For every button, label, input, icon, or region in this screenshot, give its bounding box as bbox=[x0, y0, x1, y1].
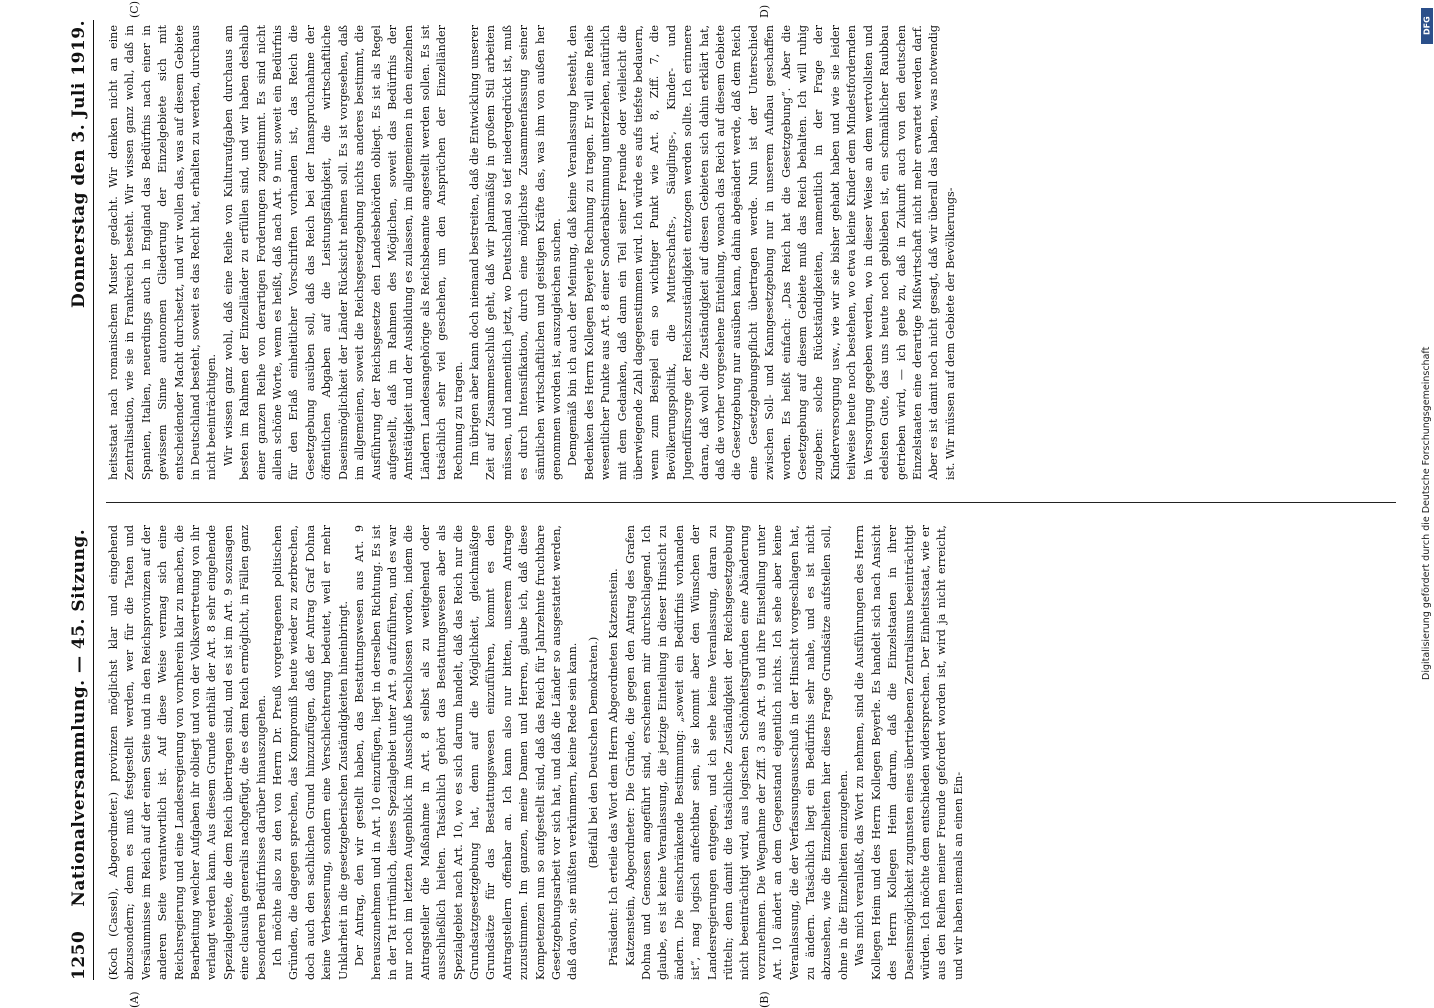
paragraph: Der Antrag, den wir gestellt haben, das Bestattungswesen aus Art. 9 herauszunehmen und in Art. 10 einzufügen, liegt in derselben Richtung. Es ist in der Tat irrtümlich, dieses Spezialgebiet unter Art. 9 aufzuführen, und es war nur noch im letzten Augenblick im Ausschuß beschlossen worden, indem die Antragsteller die Maßnahme in Art. 8 selbst als zu weitgehend oder ausschließlich hielten. Tatsächlich gehört das Bestattungswesen aber als Spezialgebiet nach Art. 10, wo es sich darum handelt, daß das Reich nur die Grundsatzgesetzgebung hat, denn auf die Möglichkeit, gleichmäßige Grundsätze für das Bestattungswesen einzuführen, kommt es den Antragstellern offenbar an. Ich kann also nur bitten, unserem Antrage zuzustimmen. Im ganzen, meine Damen und Herren, glaube ich, daß diese Kompetenzen nun so aufgestellt sind, daß das Reich für Jahrzehnte fruchtbare Gesetzgebungsarbeit vor sich hat, und daß die Länder so ausgestattet werden, daß davon, sie müßten verkümmern, keine Rede sein kann. bbox=[353, 525, 580, 980]
margin-mark-a: (A) bbox=[128, 991, 141, 1008]
paragraph: (Koch (Cassel), Abgeordneter.) provinzen möglichst klar und eingehend abzusondern; denn es muß festgestellt werden, wer für die Taten und Versäumnisse im Reich auf der einen Seite und in den Reichsprovinzen auf der anderen Seite verantwortlich ist. Auf diese Weise vermag sich eine Reichsregierung und eine Landesregierung von vornherein klar zu machen, die Bearbeitung welcher Aufgaben ihr obliegt und von der Volksvertretung von ihr verlangt werden kann. Aus diesem Grunde enthält der Art. 8 sehr eingehende Spezialgebiete, die dem Reich übertragen sind, und es ist im Art. 9 sozusagen eine clausula generalis nachgefügt, die es dem Reich ermöglicht, in Fällen ganz besonderen Bedürfnisses darüber hinauszugehen. bbox=[107, 525, 268, 980]
document-page bbox=[58, 1, 1398, 1008]
paragraph: Präsident: Ich erteile das Wort dem Herrn Abgeordneten Katzenstein. bbox=[607, 568, 621, 966]
paragraph: Was mich veranlaßt, das Wort zu nehmen, sind die Ausführungen des Herrn Kollegen Heim und des Herrn Kollegen Beyerle. Es handelt sich nach Ansicht des Herrn Kollegen Heim darum, daß die Einzelstaaten in ihrer Daseinsmöglichkeit zugunsten eines übertriebenen Zentralismus beeinträchtigt würden. Ich möchte dem entschieden widersprechen. Der Einheitsstaat, wie er aus den Reihen meiner Freunde gefordert worden ist, wird ja nicht erreicht, und wir haben niemals an einen Ein- bbox=[853, 525, 965, 980]
paragraph: Demgemäß bin ich auch der Meinung, daß keine Veranlassung besteht, den Bedenken des Herrn Kollegen Beyerle Rechnung zu tragen. Er will eine Reihe wesentlicher Punkte aus Art. 8 einer Sonderabstimmung unterziehen, natürlich mit dem Gedanken, daß dann ein Teil seiner Freunde oder vielleicht die überwiegende Zahl dagegenstimmen wird. Ich würde es aufs tiefste bedauern, wenn zum Beispiel ein so wichtiger Punkt wie Art. 8, Ziff. 7, die Bevölkerungspolitik, die Mutterschafts-, Säuglings-, Kinder- und Jugendfürsorge der Reichszuständigkeit entzogen werden sollte. Ich erinnere daran, daß wohl die Zuständigkeit auf diesen Gebieten sich dahin erklärt hat, daß die vorher vorgesehene Einteilung, wonach das Reich auf diesem Gebiete die Gesetzgebung nur ausüben kann, dahin abgeändert werde, daß dem Reich eine Gesetzgebungspflicht übertragen werde. Nun ist der Unterschied zwischen Soll- und Kanngesetzgebung nur in unserem Aufbau geschaffen worden. Es heißt einfach: „Das Reich hat die Gesetzgebung“. Aber die Gesetzgebung auf diesem Gebiete muß das Reich behalten. Ich will ruhig zugeben: solche Rückständigkeiten, namentlich in der Frage der Kinderversorgung usw., wie wir sie bisher gehabt haben und wie sie leider teilweise heute noch bestehen, wo etwa kleine Kinder dem Mindestfordernden in Versorgung gegeben werden, wo in dieser Weise an dem wertvollsten und edelsten Gute, das uns heute noch geblieben ist, ein schmählicher Raubbau getrieben wird, — ich gebe zu, daß in Zukunft auch von den deutschen Einzelstaaten eine derartige Mißwirtschaft nicht mehr erwartet werden darf. Aber es ist damit noch nicht gesagt, daß wir überall das haben, was notwendig ist. Wir müssen auf dem Gebiete der Bevölkerungs- bbox=[566, 25, 957, 480]
sitting-date: Donnerstag den 3. Juli 1919. bbox=[69, 20, 89, 308]
digitization-credit: Digitalisierung gefördert durch die Deutsche Forschungsgemeinschaft bbox=[1421, 346, 1432, 680]
margin-mark-b: (B) bbox=[758, 991, 771, 1008]
dfg-logo: DFG bbox=[1421, 8, 1433, 44]
left-column bbox=[106, 525, 1396, 980]
margin-mark-d: D) bbox=[758, 4, 771, 18]
paragraph: heitsstaat nach romanischem Muster gedacht. Wir denken nicht an eine Zentralisation, wie sie in Frankreich besteht. Wir wissen ganz wohl, daß in Spanien, Italien, neuerdings auch in England das Bedürfnis nach einer in gewissem Sinne autonomen Gliederung der Einzelgebiete sich mit entscheidender Macht durchsetzt, und wir wollen das, was auf diesem Gebiete in Deutschland besteht, soweit es das Recht hat, erhalten zu werden, durchaus nicht beeinträchtigen. bbox=[107, 25, 219, 480]
applause-note: (Beifall bei den Deutschen Demokraten.) bbox=[586, 636, 600, 869]
paragraph: Im übrigen aber kann doch niemand bestreiten, daß die Entwicklung unserer Zeit auf Zusammenschluß geht, daß wir planmäßig in großem Stil arbeiten müssen, und namentlich jetzt, wo Deutschland so tief niedergedrückt ist, muß es durch Intensifikation, durch eine möglichste Zusammenfassung seiner sämtlichen wirtschaftlichen und geistigen Kräfte das, was ihm von außen her genommen worden ist, auszugleichen suchen. bbox=[467, 25, 563, 480]
column-divider bbox=[106, 502, 1396, 503]
paragraph: Ich möchte also zu den von Herrn Dr. Preuß vorgetragenen politischen Gründen, die dagegen sprechen, das Kompromiß heute wieder zu zerbrechen, doch auch den sachlichen Grund hinzuzufügen, daß der Antrag Graf Dohna keine Verbesserung, sondern eine Verschlechterung bedeutet, weil er mehr Unklarheit in die gesetzgeberischen Zuständigkeiten hineinbringt. bbox=[271, 525, 350, 980]
page-number: 1250 bbox=[69, 930, 89, 980]
page-title: Nationalversammlung. — 45. Sitzung. bbox=[69, 528, 89, 907]
right-column bbox=[106, 25, 1396, 480]
paragraph: Katzenstein, Abgeordneter: Die Gründe, die gegen den Antrag des Grafen Dohna und Genossen angeführt sind, erscheinen mir durchschlagend. Ich glaube, es ist keine Veranlassung, die jetzige Einteilung in dieser Hinsicht zu ändern. Die einschränkende Bestimmung: „soweit ein Bedürfnis vorhanden ist“, mag logisch anfechtbar sein, sie kommt aber den Wünschen der Landesregierungen entgegen, und ich sehe keine Veranlassung, daran zu rütteln; denn damit die tatsächliche Zuständigkeit der Reichsgesetzgebung nicht beeinträchtigt wird, aus logischen Schönheitsgründen eine Abänderung vorzunehmen. Die Wegnahme der Ziff. 3 aus Art. 9 und ihre Einstellung unter Art. 10 ändert an dem Gegenstand eigentlich nichts. Ich sehe aber keine Veranlassung, die der Verfassungsausschuß in der Hinsicht vorgeschlagen hat, zu ändern. Tatsächlich liegt ein Bedürfnis sehr nahe, und es ist nicht abzusehen, wie die Einzelheiten hier diese Frage Grundsätze aufstellen soll, ohne in die Einzelheiten einzugehen. bbox=[623, 525, 850, 980]
paragraph: Wir wissen ganz wohl, daß eine Reihe von Kulturaufgaben durchaus am besten im Rahmen der Einzelländer zu erfüllen sind, und wir haben deshalb einer ganzen Reihe von derartigen Forderungen zugestimmt. Es sind nicht allein schöne Worte, wenn es heißt, daß nach Art. 9 nur, soweit ein Bedürfnis für den Erlaß einheitlicher Vorschriften vorhanden ist, das Reich die Gesetzgebung ausüben soll, daß das Reich bei der Inanspruchnahme der öffentlichen Abgaben auf die Leistungsfähigkeit, die wirtschaftliche Daseinsmöglichkeit der Länder Rücksicht nehmen soll. Es ist vorgesehen, daß im allgemeinen, soweit die Reichsgesetzgebung nichts anderes bestimmt, die Ausführung der Reichsgesetze den Landesbehörden obliegt. Es ist als Regel aufgestellt, daß im Rahmen des Möglichen, soweit das Bedürfnis der Amtstätigkeit und der Ausbildung es zulassen, im allgemeinen in den einzelnen Ländern Landesangehörige als Reichsbeamte angestellt werden sollen. Es ist tatsächlich sehr viel geschehen, um den Ansprüchen der Einzelländer Rechnung zu tragen. bbox=[221, 25, 465, 480]
page-header bbox=[58, 20, 94, 980]
margin-mark-c: (C) bbox=[128, 1, 141, 18]
